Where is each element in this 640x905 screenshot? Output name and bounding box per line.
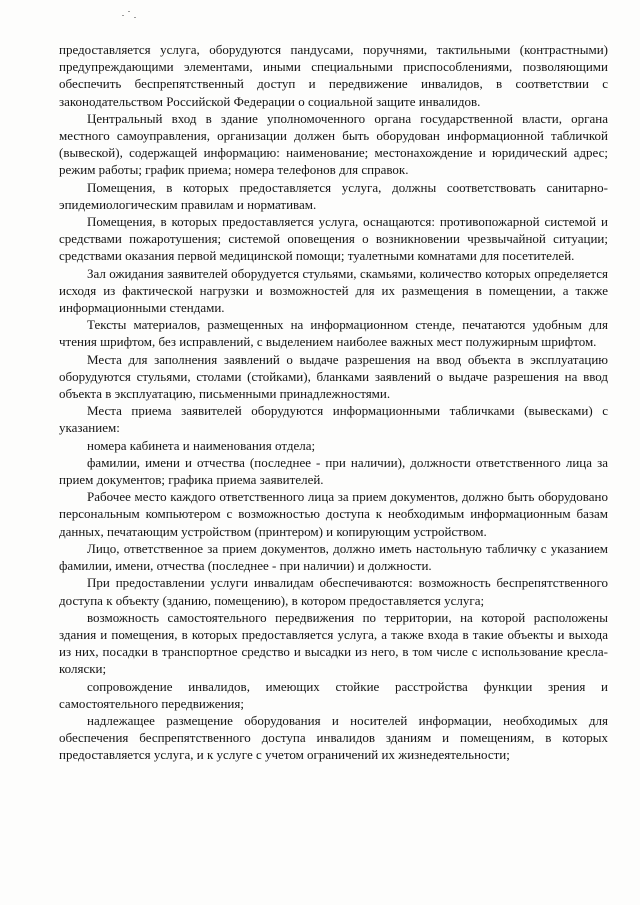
scan-artifact: [122, 9, 142, 21]
paragraph-2: Центральный вход в здание уполномоченного органа государственной власти, органа местного самоуправления, организации должен быть оборудован информационной табличкой (вывеской), содержащей информацию: наименование; местонахождение и юридический адрес; режим работы; график приема; номера телефонов для справок.: [59, 110, 608, 178]
paragraph-5: Зал ожидания заявителей оборудуется стульями, скамьями, количество которых определяется исходя из фактической нагрузки и возможностей для их размещения в помещении, а также информационными стендами.: [59, 265, 608, 316]
paragraph-12: Лицо, ответственное за прием документов, должно иметь настольную табличку с указанием фамилии, имени, отчества (последнее - при наличии) и должности.: [59, 540, 608, 574]
paragraph-16: надлежащее размещение оборудования и носителей информации, необходимых для обеспечения беспрепятственного доступа инвалидов зданиям и помещениям, в которых предоставляется услуга, и к услуге с учетом ограничений их жизнедеятельности;: [59, 712, 608, 763]
paragraph-11: Рабочее место каждого ответственного лица за прием документов, должно быть оборудовано персональным компьютером с возможностью доступа к необходимым информационным базам данных, печатающим устройством (принтером) и копирующим устройством.: [59, 489, 608, 539]
paragraph-10: фамилии, имени и отчества (последнее - при наличии), должности ответственного лица за прием документов; графика приема заявителей.: [59, 454, 608, 488]
paragraph-13: При предоставлении услуги инвалидам обеспечиваются: возможность беспрепятственного доступа к объекту (зданию, помещению), в котором предоставляется услуга;: [59, 575, 608, 608]
paragraph-14: возможность самостоятельного передвижения по территории, на которой расположены здания и помещения, в которых предоставляется услуга, а также входа в такие объекты и выхода из них, посадки в транспортное средство и высадки из него, в том числе с использование кресла-коляски;: [59, 609, 608, 677]
document-page: [59, 41, 608, 764]
paragraph-1: предоставляется услуга, оборудуются пандусами, поручнями, тактильными (контрастными) предупреждающими элементами, иными специальными приспособлениями, позволяющими обеспечить беспрепятственный доступ и передвижение инвалидов, в соответствии с законодательством Российской Федерации о социальной защите инвалидов.: [59, 42, 608, 109]
paragraph-6: Тексты материалов, размещенных на информационном стенде, печатаются удобным для чтения шрифтом, без исправлений, с выделением наиболее важных мест полужирным шрифтом.: [59, 317, 608, 350]
paragraph-7: Места для заполнения заявлений о выдаче разрешения на ввод объекта в эксплуатацию оборудуются стульями, столами (стойками), бланками заявлений о выдаче разрешения на ввод объекта в эксплуатацию, письменными принадлежностями.: [59, 351, 608, 402]
paragraph-8: Места приема заявителей оборудуются информационными табличками (вывесками) с указанием:: [59, 403, 608, 436]
paragraph-3: Помещения, в которых предоставляется услуга, должны соответствовать санитарно-эпидемиологическим правилам и нормативам.: [59, 179, 608, 212]
paragraph-15: сопровождение инвалидов, имеющих стойкие расстройства функции зрения и самостоятельного передвижения;: [59, 678, 608, 711]
paragraph-9: номера кабинета и наименования отдела;: [87, 437, 316, 453]
paragraph-4: Помещения, в которых предоставляется услуга, оснащаются: противопожарной системой и средствами пожаротушения; системой оповещения о возникновении чрезвычайной ситуации; средствами оказания первой медицинской помощи; туалетными комнатами для посетителей.: [59, 214, 608, 264]
